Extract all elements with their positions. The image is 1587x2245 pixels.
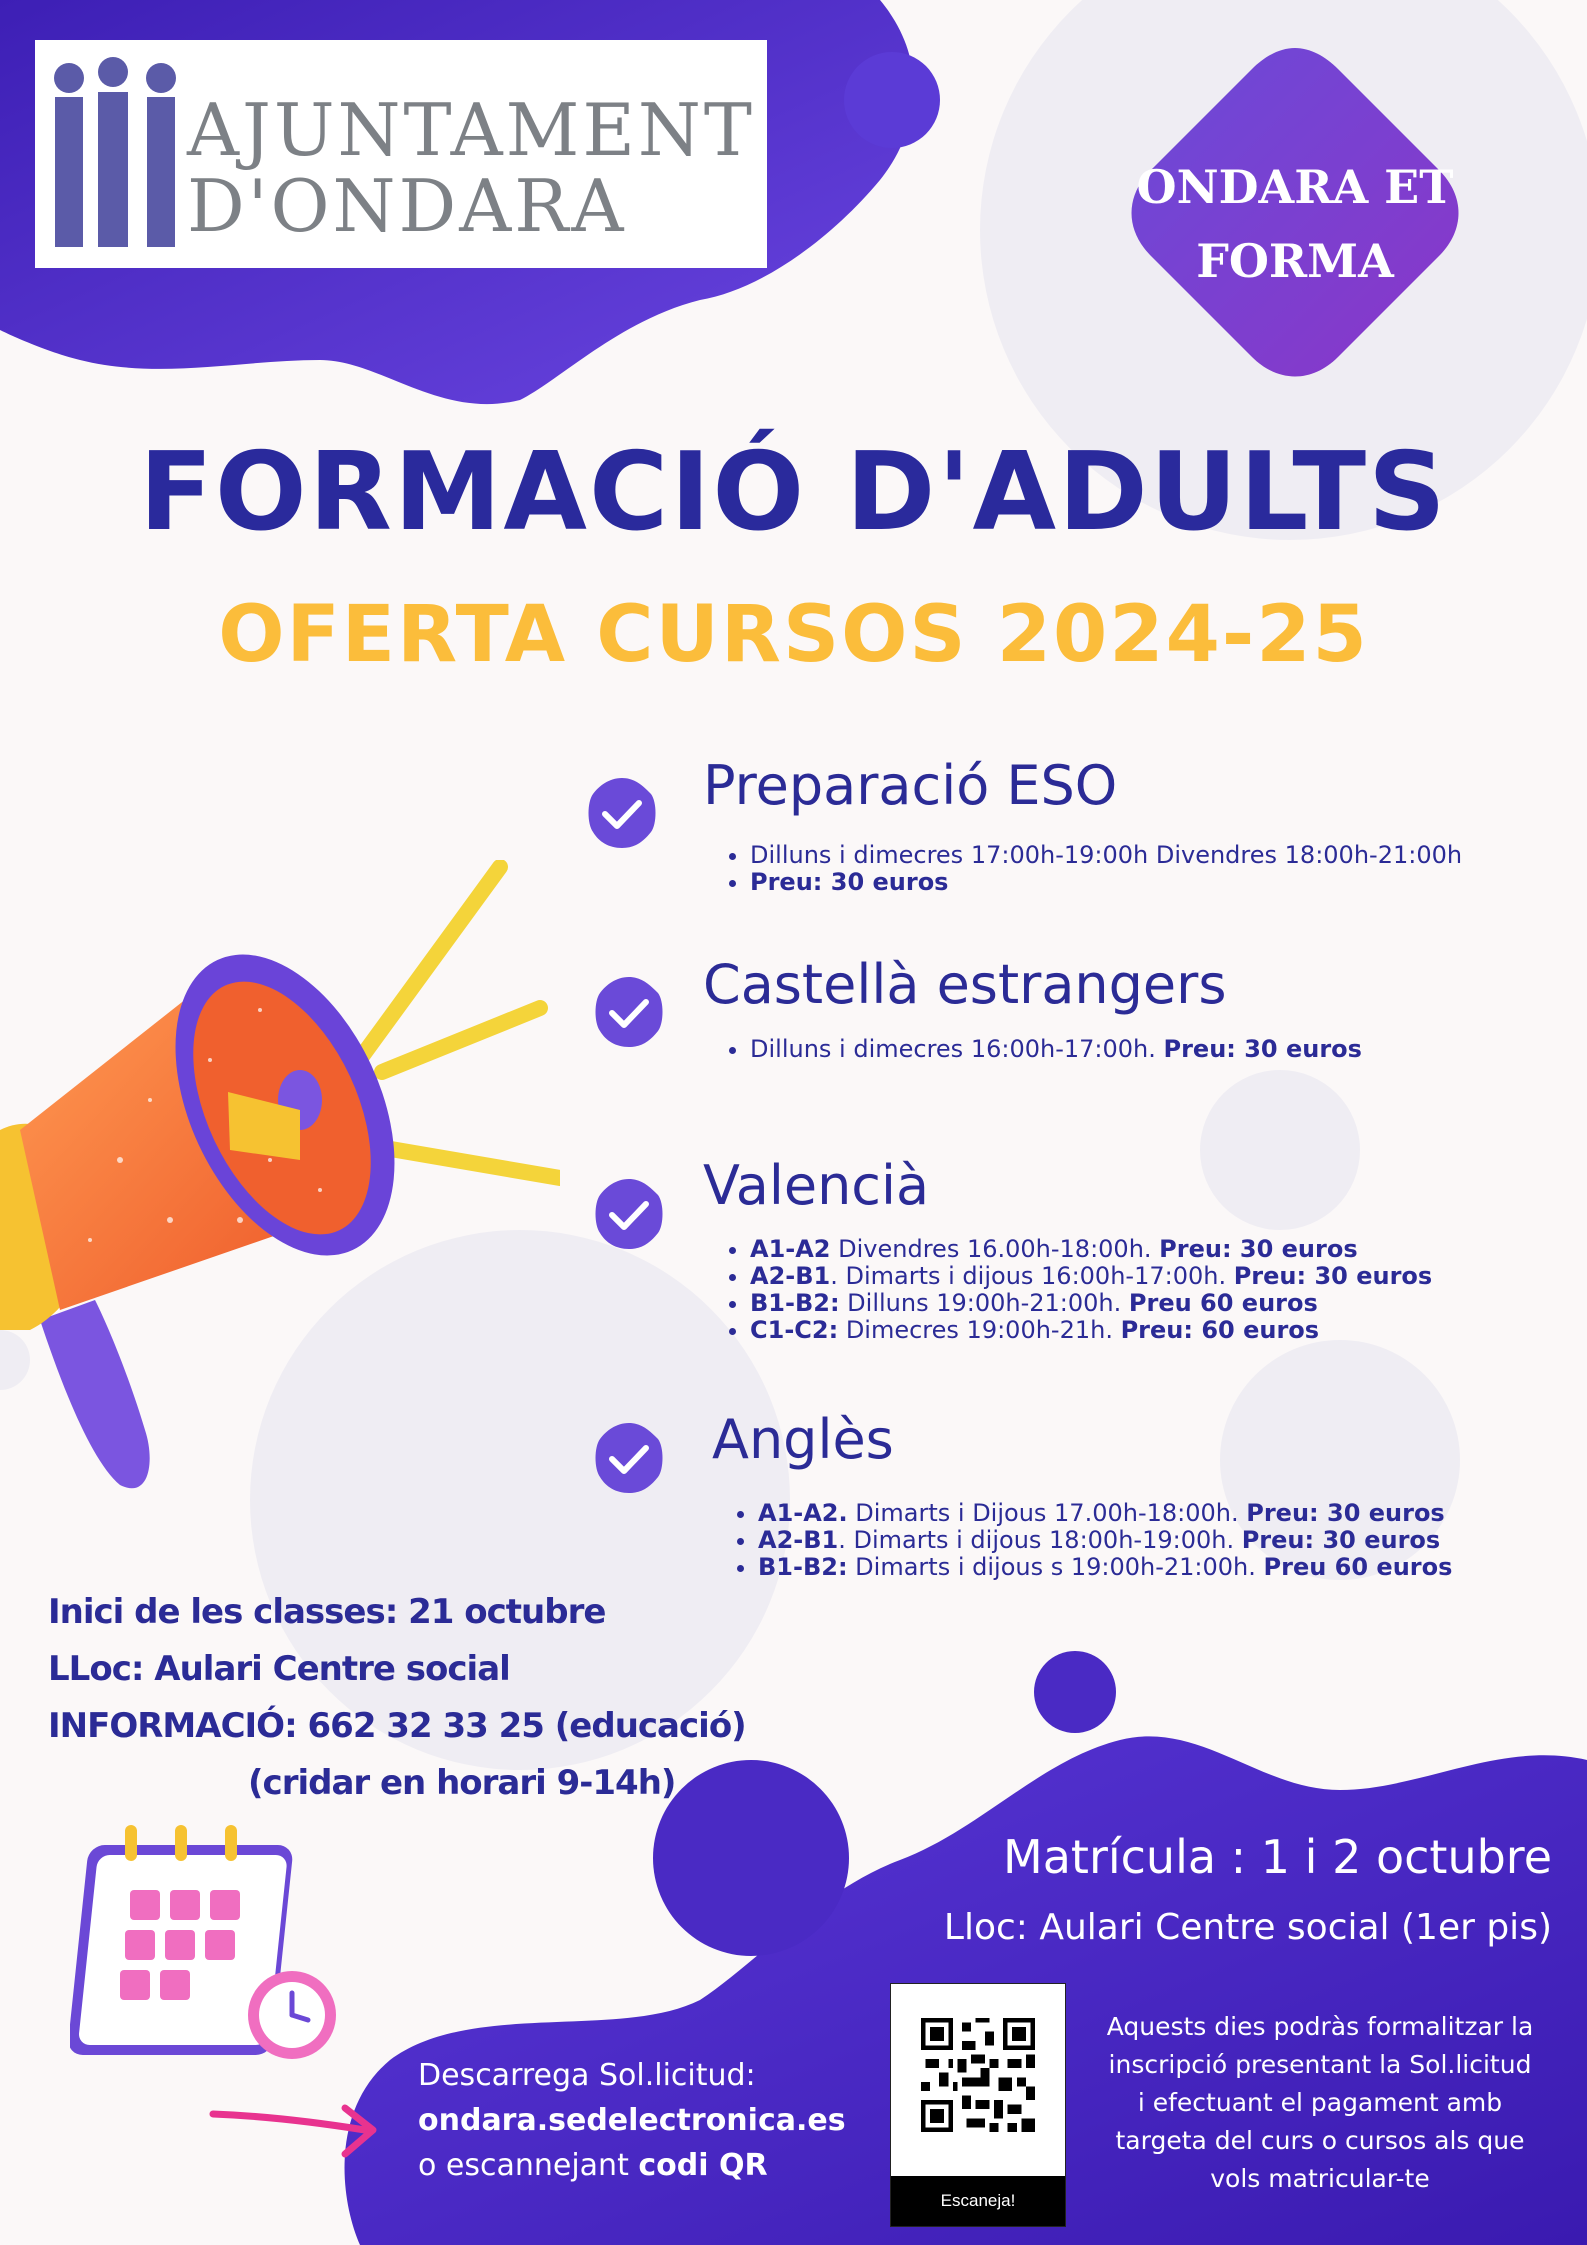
enrollment-place: Lloc: Aulari Centre social (1er pis)	[943, 1907, 1552, 1948]
note-line: targeta del curs o cursos als que	[1115, 2126, 1525, 2155]
qr-code-icon	[921, 2018, 1035, 2132]
badge-line-1: ONDARA ET	[1136, 160, 1454, 214]
course-item: • C1-C2: Dimecres 19:00h-21h. Preu: 60 euros	[750, 1317, 1432, 1344]
sub-title: OFERTA CURSOS 2024-25	[218, 590, 1369, 680]
course-item: • Dilluns i dimecres 16:00h-17:00h. Preu: 30 euros	[750, 1036, 1362, 1063]
enrollment-dates: Matrícula : 1 i 2 octubre	[1003, 1830, 1552, 1884]
download-qr-text: o escannejant codi QR	[418, 2148, 768, 2183]
course-list-valencia	[720, 1236, 1432, 1344]
logo-line-2: D'ONDARA	[187, 164, 627, 248]
info-place: LLoc: Aulari Centre social	[48, 1649, 510, 1689]
qr-card[interactable]	[890, 1983, 1066, 2227]
download-label: Descarrega Sol.licitud:	[418, 2058, 756, 2093]
course-item: • B1-B2: Dilluns 19:00h-21:00h. Preu 60 euros	[750, 1290, 1432, 1317]
download-url[interactable]: ondara.sedelectronica.es	[418, 2103, 846, 2138]
info-start-date: Inici de les classes: 21 octubre	[48, 1592, 606, 1632]
check-badge-icon	[592, 975, 666, 1049]
course-list-eso	[720, 842, 1462, 896]
logo-figures-icon	[43, 52, 193, 252]
course-item: • A1-A2. Dimarts i Dijous 17.00h-18:00h. Preu: 30 euros	[758, 1500, 1452, 1527]
course-list-angles	[728, 1500, 1452, 1581]
course-item: • A2-B1. Dimarts i dijous 16:00h-17:00h. Preu: 30 euros	[750, 1263, 1432, 1290]
qr-caption: Escaneja!	[891, 2176, 1065, 2226]
course-title-angles: Anglès	[712, 1408, 894, 1471]
logo-line-1: AJUNTAMENT	[187, 88, 755, 172]
note-line: inscripció presentant la Sol.licitud	[1108, 2050, 1532, 2079]
course-item: • B1-B2: Dimarts i dijous s 19:00h-21:00h. Preu 60 euros	[758, 1554, 1452, 1581]
note-line: Aquests dies podràs formalitzar la	[1106, 2012, 1534, 2041]
check-badge-icon	[585, 776, 659, 850]
main-title: FORMACIÓ D'ADULTS	[139, 430, 1448, 555]
check-badge-icon	[592, 1177, 666, 1251]
info-hours: (cridar en horari 9-14h)	[248, 1763, 676, 1803]
info-phone: INFORMACIÓ: 662 32 33 25 (educació)	[48, 1706, 746, 1746]
course-item: • A2-B1. Dimarts i dijous 18:00h-19:00h. Preu: 30 euros	[758, 1527, 1452, 1554]
pink-arrow-icon	[205, 2088, 405, 2168]
course-item: • A1-A2 Divendres 16.00h-18:00h. Preu: 30 euros	[750, 1236, 1432, 1263]
course-title-valencia: Valencià	[703, 1154, 930, 1217]
course-list-castella	[720, 1036, 1362, 1063]
badge-line-2: FORMA	[1196, 234, 1394, 288]
calendar-clock-icon	[70, 1815, 340, 2095]
course-item: • Preu: 30 euros	[750, 869, 1462, 896]
note-line: vols matricular-te	[1210, 2164, 1430, 2193]
megaphone-icon	[0, 860, 560, 1500]
badge-text	[1110, 150, 1480, 298]
course-title-castella: Castellà estrangers	[703, 953, 1227, 1016]
note-line: i efectuant el pagament amb	[1137, 2088, 1503, 2117]
enrollment-note	[1080, 2008, 1560, 2198]
ajuntament-logo	[35, 40, 767, 268]
course-title-eso: Preparació ESO	[703, 754, 1118, 817]
check-badge-icon	[592, 1421, 666, 1495]
course-item: • Dilluns i dimecres 17:00h-19:00h Divendres 18:00h-21:00h	[750, 842, 1462, 869]
